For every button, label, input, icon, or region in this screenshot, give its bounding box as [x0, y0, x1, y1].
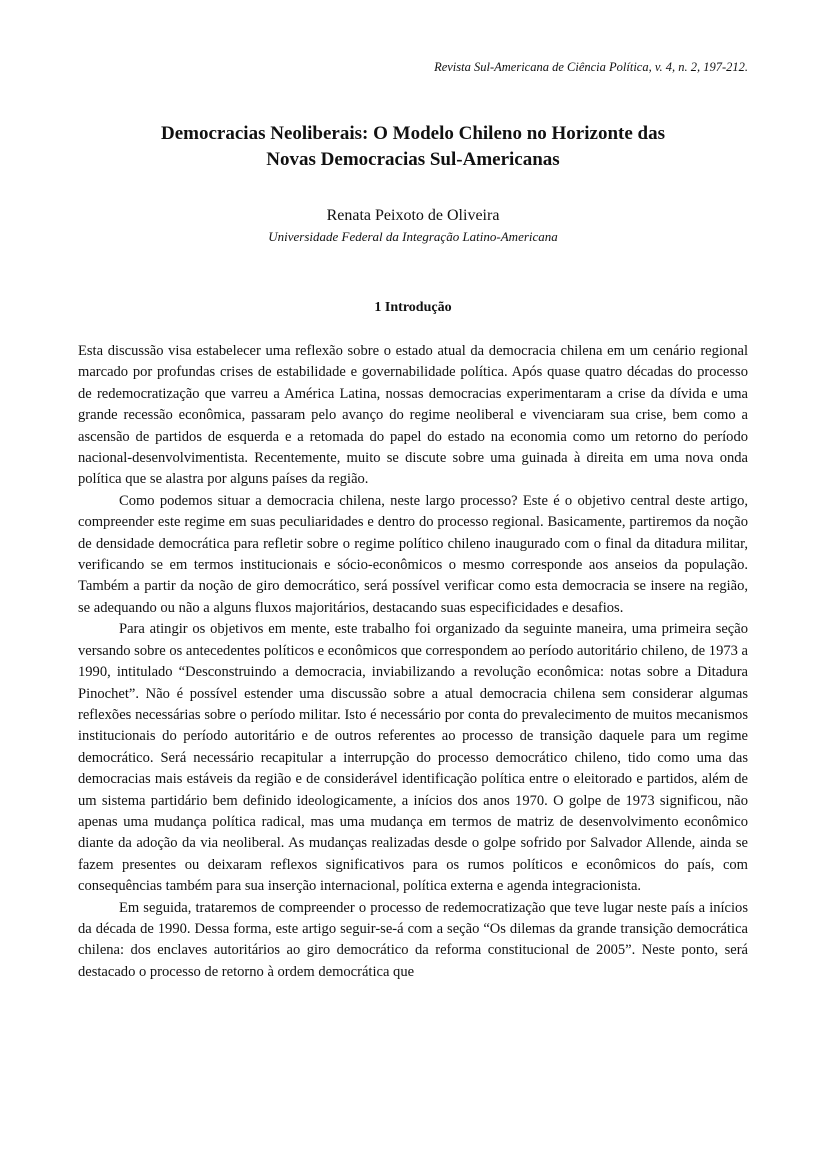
- author-name: Renata Peixoto de Oliveira: [326, 207, 500, 224]
- paragraph-4: Em seguida, trataremos de compreender o processo de redemocratização que teve lugar neste país a inícios da década de 1990. Dessa forma, este artigo seguir-se-á com a seção “Os dilemas da grande transição democrática chilena: dos enclaves autoritários ao giro democrático da reforma constitucional de 2005”. Neste ponto, será destacado o processo de retorno à ordem democrática que: [78, 899, 748, 980]
- article-title: [78, 121, 748, 173]
- author-affiliation: Universidade Federal da Integração Latino-Americana: [268, 229, 558, 244]
- paragraph-1: Esta discussão visa estabelecer uma reflexão sobre o estado atual da democracia chilena em um cenário regional marcado por profundas crises de estabilidade e governabilidade política. Após quase quatro décadas do processo de redemocratização que varreu a América Latina, nossas democracias experimentaram a crise da dívida e uma grande recessão econômica, passaram pelo avanço do regime neoliberal e vivenciaram sua crise, bem como a ascensão de partidos de esquerda e a retomada do papel do estado na economia como um retorno do período nacional-desenvolvimentista. Recentemente, muito se discute sobre uma guinada à direita em uma nova onda política que se alastra por alguns países da região.: [78, 343, 748, 488]
- section-heading: 1 Introdução: [374, 300, 452, 315]
- paragraph-3: Para atingir os objetivos em mente, este trabalho foi organizado da seguinte maneira, uma primeira seção versando sobre os antecedentes políticos e econômicos que correspondem ao período autoritário chileno, de 1973 a 1990, intitulado “Desconstruindo a democracia, inviabilizando a revolução econômica: notas sobre a Ditadura Pinochet”. Não é possível estender uma discussão sobre a atual democracia chilena sem considerar algumas reflexões necessárias sobre o período militar. Isto é necessário por conta do prevalecimento de muitos mecanismos institucionais do período autoritário e de outros referentes ao processo de transição daquele para um regime democrático. Será necessário recapitular a interrupção do processo democrático chileno, tido como uma das democracias mais estáveis da região e de considerável identificação política entre o eleitorado e partidos, além de um sistema partidário bem definido ideologicamente, a inícios dos anos 1970. O golpe de 1973 significou, não apenas uma mudança política radical, mas uma mudança em termos de matriz de desenvolvimento econômico diante da adoção da via neoliberal. As mudanças realizadas desde o golpe sofrido por Salvador Allende, ainda se fazem presentes ou deixaram reflexos significativos para os rumos políticos e econômicos do país, com consequências também para sua inserção internacional, política externa e agenda integracionista.: [78, 621, 748, 895]
- running-head: Revista Sul-Americana de Ciência Política, v. 4, n. 2, 197-212.: [434, 60, 748, 74]
- title-line-1: Democracias Neoliberais: O Modelo Chileno no Horizonte das: [161, 123, 665, 144]
- paragraph-2: Como podemos situar a democracia chilena, neste largo processo? Este é o objetivo central deste artigo, compreender este regime em suas peculiaridades e dentro do processo regional. Basicamente, partiremos da noção de densidade democrática para refletir sobre o regime político chileno inaugurado com o final da ditadura militar, verificando se em termos institucionais e sócio-econômicos o mesmo corresponde aos anseios da população. Também a partir da noção de giro democrático, será possível verificar como esta democracia se insere na região, se adequando ou não a alguns fluxos majoritários, destacando suas especificidades e desafios.: [78, 492, 748, 616]
- body-text: [78, 341, 748, 983]
- title-line-2: Novas Democracias Sul-Americanas: [266, 149, 560, 170]
